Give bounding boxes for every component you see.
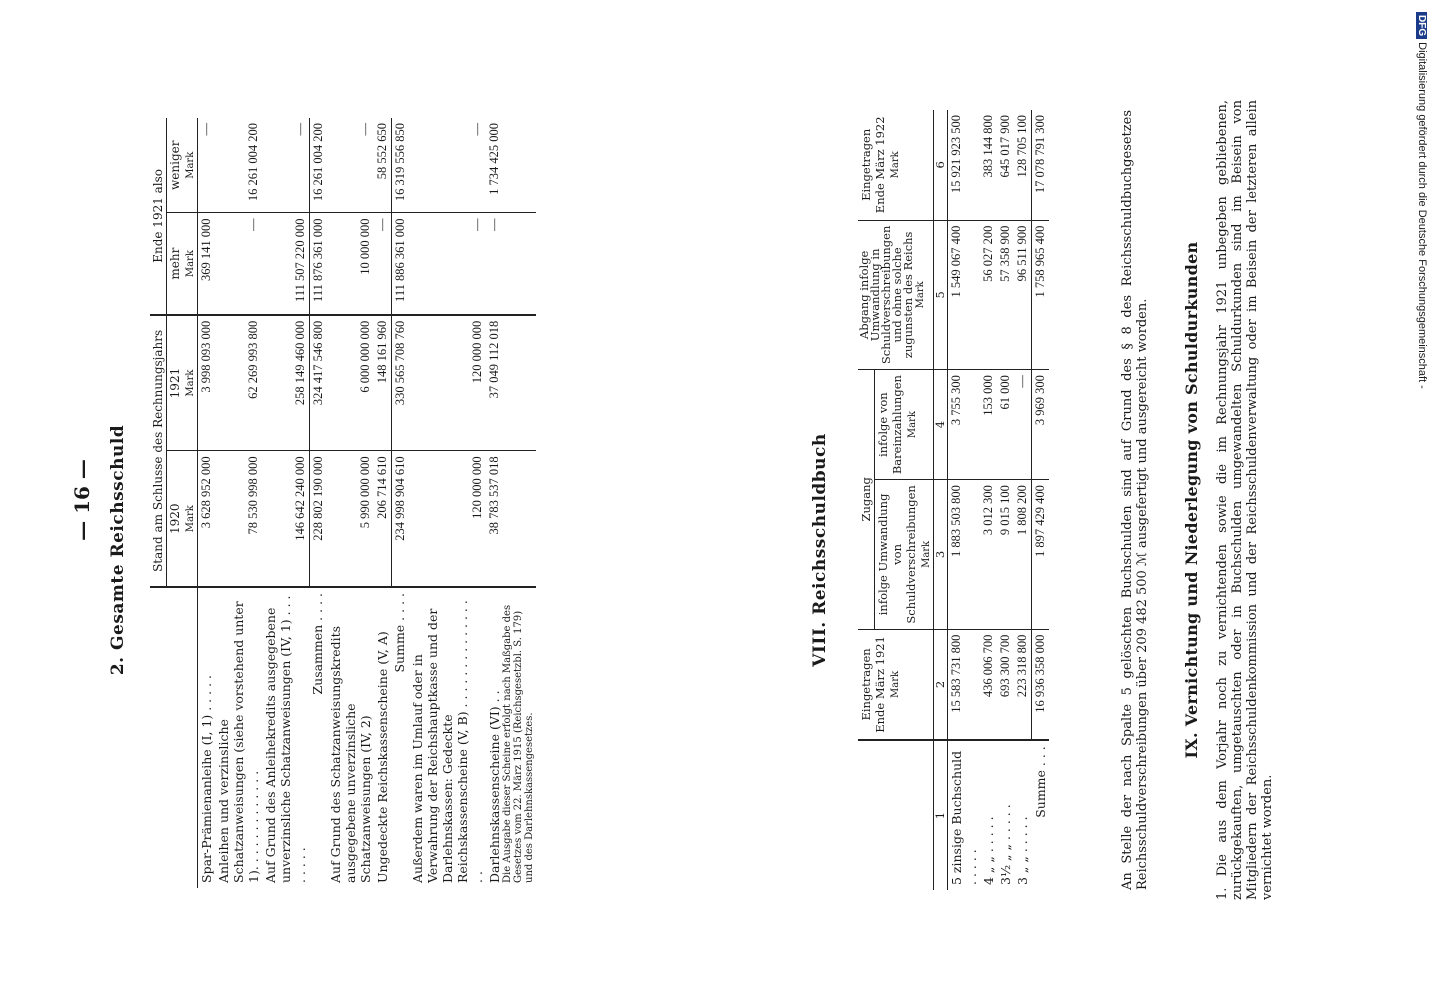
cell: 15 921 923 500 xyxy=(948,110,981,220)
cell-weniger: 16 261 004 200 xyxy=(309,118,327,213)
unit-label: Mark xyxy=(921,540,932,568)
head-eingetragen-1921: Eingetragen Ende März 1921 xyxy=(859,636,887,733)
cell-1921: 330 565 708 760 xyxy=(391,315,409,451)
cell-1921: 62 269 993 800 xyxy=(215,315,262,451)
cell-weniger: — xyxy=(409,118,486,213)
cell: 1 808 200 xyxy=(1014,480,1032,629)
reichsschuldbuch-table xyxy=(858,110,1049,890)
head-abgang: Abgang infolge Umwandlung in Schuldverschreibungen und ohne solche zugunsten des Reichs xyxy=(857,225,915,365)
section-9-title: IX. Vernichtung und Niederlegung von Schuldurkunden xyxy=(1182,241,1201,759)
cell-1921: 258 149 460 000 xyxy=(262,315,309,451)
cell-mehr: 369 141 000 xyxy=(198,213,216,315)
cell: 57 358 900 xyxy=(997,220,1014,369)
row-label: 5 zinsige Buchschuld . . . . . xyxy=(949,750,979,885)
cell: 16 936 358 000 xyxy=(1032,629,1050,740)
table-row xyxy=(980,110,997,890)
row-label: 3½ „ „ . . . . . xyxy=(998,804,1013,885)
col-mehr: mehr xyxy=(168,247,182,280)
cell-1920: 5 990 000 000 xyxy=(327,451,374,587)
col-weniger: weniger xyxy=(168,140,182,190)
cell-1921: 6 000 000 000 xyxy=(327,315,374,451)
row-label: Summe . . . xyxy=(1032,746,1048,818)
cell: 1 549 067 400 xyxy=(948,220,981,369)
dfg-logo: DFG xyxy=(1416,12,1427,39)
cell: 56 027 200 xyxy=(980,220,997,369)
cell-weniger: — xyxy=(262,118,309,213)
cell: 15 583 731 800 xyxy=(948,629,981,740)
reichsschuld-table xyxy=(150,118,536,888)
cell-1920: 38 783 537 018 xyxy=(486,451,536,587)
cell-1920: 3 628 952 000 xyxy=(198,451,216,587)
col-1921: 1921 xyxy=(168,367,182,399)
row-label: 4 „ „ . . . . . xyxy=(981,816,996,885)
cell: 223 318 800 xyxy=(1014,629,1032,740)
cell: 3 012 300 xyxy=(980,480,997,629)
unit-label: Mark xyxy=(915,281,926,309)
unit-label: Mark xyxy=(185,369,196,397)
row-label: Auf Grund des Schatzanweisungskredits ausgegebene unverzinsliche Schatzanweisungen (IV, 2) xyxy=(327,625,373,883)
row-label: Zusammen . . . . xyxy=(310,593,325,695)
colnum: 6 xyxy=(934,110,948,220)
cell-mehr: — xyxy=(374,213,392,315)
cell-mehr: 10 000 000 xyxy=(327,213,374,315)
cell-weniger: 16 319 556 850 xyxy=(391,118,409,213)
unit-label: Mark xyxy=(890,151,901,179)
cell: 128 705 100 xyxy=(1014,110,1032,220)
table-row xyxy=(374,118,392,888)
cell-mehr: 111 886 361 000 xyxy=(391,213,409,315)
cell: 3 969 300 xyxy=(1032,370,1050,480)
section-8-title: VIII. Reichsschuldbuch xyxy=(810,433,830,667)
cell: 1 897 429 400 xyxy=(1032,480,1050,629)
cell-1921: 324 417 546 800 xyxy=(309,315,327,451)
cell-1921: 120 000 000 xyxy=(409,315,486,451)
cell-weniger: — xyxy=(327,118,374,213)
colnum: 2 xyxy=(934,629,948,740)
cell: 9 015 100 xyxy=(997,480,1014,629)
cell-mehr: 111 876 361 000 xyxy=(309,213,327,315)
cell-1921: 37 049 112 018 xyxy=(486,315,536,451)
table-row xyxy=(215,118,262,888)
section-9-text: 1. Die aus dem Vorjahr noch zu vernichtenden sowie die im Rechnungsjahr 1921 unbegeben gebliebenen, zurückgekauften, umgetauschten oder in Buchschulden umgewandelten Schuldurkunden sind im Beisein von Mitgliedern der Reichsschuldenkommission und der Reichsschuldenverwaltung oder im Beisein der letzteren allein vernichtet worden. xyxy=(1215,100,1275,900)
row-label: Außerdem waren im Umlauf oder in Verwahrung der Reichshauptkasse und der Darlehnskassen: Gedeckte Reichskassenscheine (V, B) . . . . . . . . . . . . . . . . xyxy=(409,600,485,883)
cell: 693 300 700 xyxy=(997,629,1014,740)
head-zugang-bareinzahlung: infolge von Bareinzahlungen xyxy=(876,375,904,475)
cell-mehr: — xyxy=(215,213,262,315)
unit-label: Mark xyxy=(890,670,901,698)
row-label: Anleihen und verzinsliche Schatzanweisungen (siehe vorstehend unter 1). . . . . . . . . . . . . xyxy=(216,601,261,883)
table-row xyxy=(948,110,981,890)
cell-1920: 206 714 610 xyxy=(374,451,392,587)
table-row xyxy=(327,118,374,888)
cell: 1 883 503 800 xyxy=(948,480,981,629)
table-row xyxy=(1014,110,1032,890)
unit-label: Mark xyxy=(185,250,196,278)
row-label: Spar-Prämienanleihe (I, 1) . . . . . xyxy=(199,675,214,883)
sum-row xyxy=(1032,110,1050,890)
colnum: 1 xyxy=(934,740,948,890)
table-row xyxy=(262,118,309,888)
head-zugang: Zugang xyxy=(858,370,875,630)
head-zugang-umwandlung: infolge Umwandlung von Schuldverschreibungen xyxy=(876,485,918,624)
colnum: 3 xyxy=(934,480,948,629)
cell-mehr: 111 507 220 000 xyxy=(262,213,309,315)
footnote: Die Ausgabe dieser Scheine erfolgt nach Maßgabe des Gesetzes vom 22. März 1915 (Reichsgesetzbl. S. 179) und des Darlehnskassengesetzes. xyxy=(501,604,535,883)
cell: 61 000 xyxy=(997,370,1014,480)
cell-1920: 146 642 240 000 xyxy=(262,451,309,587)
col-1920: 1920 xyxy=(168,503,182,534)
head-ende: Ende 1921 also xyxy=(150,118,167,315)
row-label: Ungedeckte Reichskassenscheine (V, A) xyxy=(374,631,390,883)
table-row xyxy=(198,118,216,888)
row-label: Darlehnskassenscheine (VI) . . xyxy=(486,690,502,883)
unit-label: Mark xyxy=(907,411,918,439)
cell-weniger: 1 734 425 000 xyxy=(486,118,536,213)
cell: 96 511 900 xyxy=(1014,220,1032,369)
cell: 3 755 300 xyxy=(948,370,981,480)
cell: 645 017 900 xyxy=(997,110,1014,220)
head-eingetragen-1922: Eingetragen Ende März 1922 xyxy=(859,116,887,214)
row-label: 3 „ „ . . . . . xyxy=(1015,816,1030,885)
cell: 383 144 800 xyxy=(980,110,997,220)
cell: 436 006 700 xyxy=(980,629,997,740)
row-label: Auf Grund des Anleihekredits ausgegebene unverzinsliche Schatzanweisungen (IV, 1) . . . . . . . . xyxy=(263,595,308,883)
table-row xyxy=(409,118,486,888)
cell-mehr: — xyxy=(409,213,486,315)
sidebar-text: Digitalisierung gefördert durch die Deutsche Forschungsgemeinschaft - xyxy=(1416,42,1428,389)
colnum: 5 xyxy=(934,220,948,369)
cell-1920: 120 000 000 xyxy=(409,451,486,587)
cell: 17 078 791 300 xyxy=(1032,110,1050,220)
cell-1920: 78 530 998 000 xyxy=(215,451,262,587)
cell-1920: 228 802 190 000 xyxy=(309,451,327,587)
cell: — xyxy=(1014,370,1032,480)
cell-mehr: — xyxy=(486,213,536,315)
unit-label: Mark xyxy=(185,505,196,533)
cell-1921: 3 998 093 000 xyxy=(198,315,216,451)
row-label: Summe . . . . xyxy=(392,593,407,673)
head-stand: Stand am Schlusse des Rechnungsjahrs xyxy=(150,315,167,587)
table-row xyxy=(997,110,1014,890)
cell-weniger: 16 261 004 200 xyxy=(215,118,262,213)
table-row xyxy=(309,118,327,888)
cell-1921: 148 161 960 xyxy=(374,315,392,451)
sidebar xyxy=(1412,8,1432,992)
cell: 153 000 xyxy=(980,370,997,480)
page-number: — 16 — xyxy=(70,459,94,541)
cell-1920: 234 998 904 610 xyxy=(391,451,409,587)
colnum: 4 xyxy=(934,370,948,480)
cell: 1 758 965 400 xyxy=(1032,220,1050,369)
cell-weniger: — xyxy=(198,118,216,213)
section-2-title: 2. Gesamte Reichsschuld xyxy=(108,424,128,676)
table-row xyxy=(391,118,409,888)
unit-label: Mark xyxy=(185,151,196,179)
schuldbuch-note: An Stelle der nach Spalte 5 gelöschten Buchschulden sind auf Grund des § 8 des Reichsschuldbuchgesetzes Reichsschuldverschreibungen über 209 482 500 ℳ ausgefertigt und ausgereicht worden. xyxy=(1120,110,1150,890)
cell-weniger: 58 552 650 xyxy=(374,118,392,213)
table-row xyxy=(486,118,536,888)
